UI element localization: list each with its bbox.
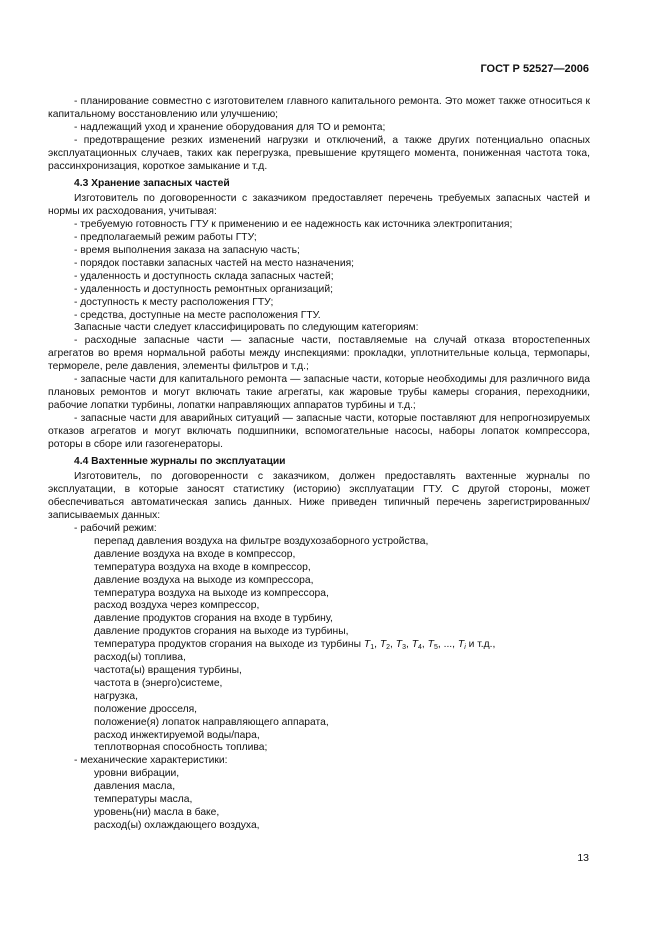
mech-item: уровни вибрации, <box>94 768 180 780</box>
s43-item: - порядок поставки запасных частей на место назначения; <box>74 257 355 269</box>
s43-item: - доступность к месту расположения ГТУ; <box>74 296 274 308</box>
s44-mode-label: - рабочий режим: <box>74 523 157 534</box>
s43-item: - время выполнения заказа на запасную часть; <box>74 244 300 256</box>
mode-item-temperature: температура продуктов сгорания на выходе из турбины $T_1$, $T_2$, $T_3$, $T_4$, $T_5$, ..., $T_i$ и т.д., <box>94 639 496 652</box>
section-4-4-intro: Изготовитель, по договоренности с заказчиком, должен предоставлять вахтенные журналы по эксплуатации, в которые заносят статистику (историю) эксплуатации ГТУ. С другой стороны, может обеспечиваться автоматическая запись данных. Ниже приведен типичный перечень зарегистрированных/записываемых данных: <box>48 471 590 522</box>
mode-item: температура воздуха на входе в компрессор, <box>94 561 311 573</box>
s43-item: - удаленность и доступность ремонтных организаций; <box>74 283 333 295</box>
mech-item: расход(ы) охлаждающего воздуха, <box>94 819 260 831</box>
intro-item-1: - планирование совместно с изготовителем главного капитального ремонта. Это может также относиться к капитальному восстановлению или улучшению; <box>48 96 590 120</box>
mech-item: уровень(ни) масла в баке, <box>94 806 220 818</box>
mode-item: давление воздуха на входе в компрессор, <box>94 548 296 560</box>
page-content <box>48 96 590 833</box>
mode-item: положение дросселя, <box>94 703 198 715</box>
page-number: 13 <box>577 852 589 864</box>
mode-item: частота(ы) вращения турбины, <box>94 664 242 676</box>
mode-item: положение(я) лопаток направляющего аппарата, <box>94 716 329 728</box>
intro-item-2: - надлежащий уход и хранение оборудования для ТО и ремонта; <box>74 121 386 133</box>
mode-item: расход воздуха через компрессор, <box>94 600 260 612</box>
intro-item-3: - предотвращение резких изменений нагрузки и отключений, а также других потенциально опасных эксплуатационных случаев, таких как перегрузка, превышение крутящего момента, пониженная частота тока, рассинхронизация, короткое замыкание и т.д. <box>48 134 590 172</box>
mode-item: расход(ы) топлива, <box>94 652 186 664</box>
s43-item: - средства, доступные на месте расположения ГТУ. <box>74 309 321 321</box>
section-4-3-title: 4.3 Хранение запасных частей <box>74 178 230 190</box>
mode-item: перепад давления воздуха на фильтре воздухозаборного устройства, <box>94 535 429 547</box>
mode-item: расход инжектируемой воды/пара, <box>94 729 260 741</box>
s44-mech-label: - механические характеристики: <box>74 755 228 767</box>
s43-category: - запасные части для капитального ремонта — запасные части, которые необходимы для различного вида плановых ремонтов и могут включать такие агрегаты, как жаровые трубы камеры сгорания, переходники, рабочие лопатки турбины, лопатки направляющих аппаратов турбины и т.д.; <box>48 374 590 411</box>
mech-item: давления масла, <box>94 781 176 793</box>
s43-category: - расходные запасные части — запасные части, поставляемые на случай отказа второстепенных агрегатов во время нормальной работы между инспекциями: прокладки, уплотнительные кольца, термопары, терморелe, реле давления, элементы фильтров и т.д.; <box>48 335 590 373</box>
mode-item: температура воздуха на выходе из компрессора, <box>94 587 329 599</box>
section-4-4-title: 4.4 Вахтенные журналы по эксплуатации <box>74 456 286 468</box>
section-4-3-intro: Изготовитель по договоренности с заказчиком предоставляет перечень требуемых запасных частей и нормы их расходования, учитывая: <box>48 193 590 218</box>
s43-item: - требуемую готовность ГТУ к применению и ее надежность как источника электропитания; <box>74 219 513 231</box>
page-header: ГОСТ Р 52527—2006 <box>480 63 589 75</box>
mode-item: давление продуктов сгорания на входе в турбину, <box>94 613 333 625</box>
s43-item: - удаленность и доступность склада запасных частей; <box>74 270 334 282</box>
mode-item: давление воздуха на выходе из компрессора, <box>94 574 314 586</box>
mode-item: теплотворная способность топлива; <box>94 742 268 754</box>
s43-classify: Запасные части следует классифицировать по следующим категориям: <box>74 322 419 334</box>
mode-item: давление продуктов сгорания на выходе из турбины, <box>94 626 349 638</box>
mode-item: частота в (энерго)системе, <box>94 677 223 689</box>
mode-item: нагрузка, <box>94 690 138 702</box>
s43-item: - предполагаемый режим работы ГТУ; <box>74 232 257 244</box>
s43-category: - запасные части для аварийных ситуаций — запасные части, которые поставляют для непрогнозируемых отказов агрегатов и могут включать подшипники, вспомогательные насосы, наборы лопаток компрессора, роторы в сборе или газогенераторы. <box>48 412 590 450</box>
mech-item: температуры масла, <box>94 794 193 806</box>
